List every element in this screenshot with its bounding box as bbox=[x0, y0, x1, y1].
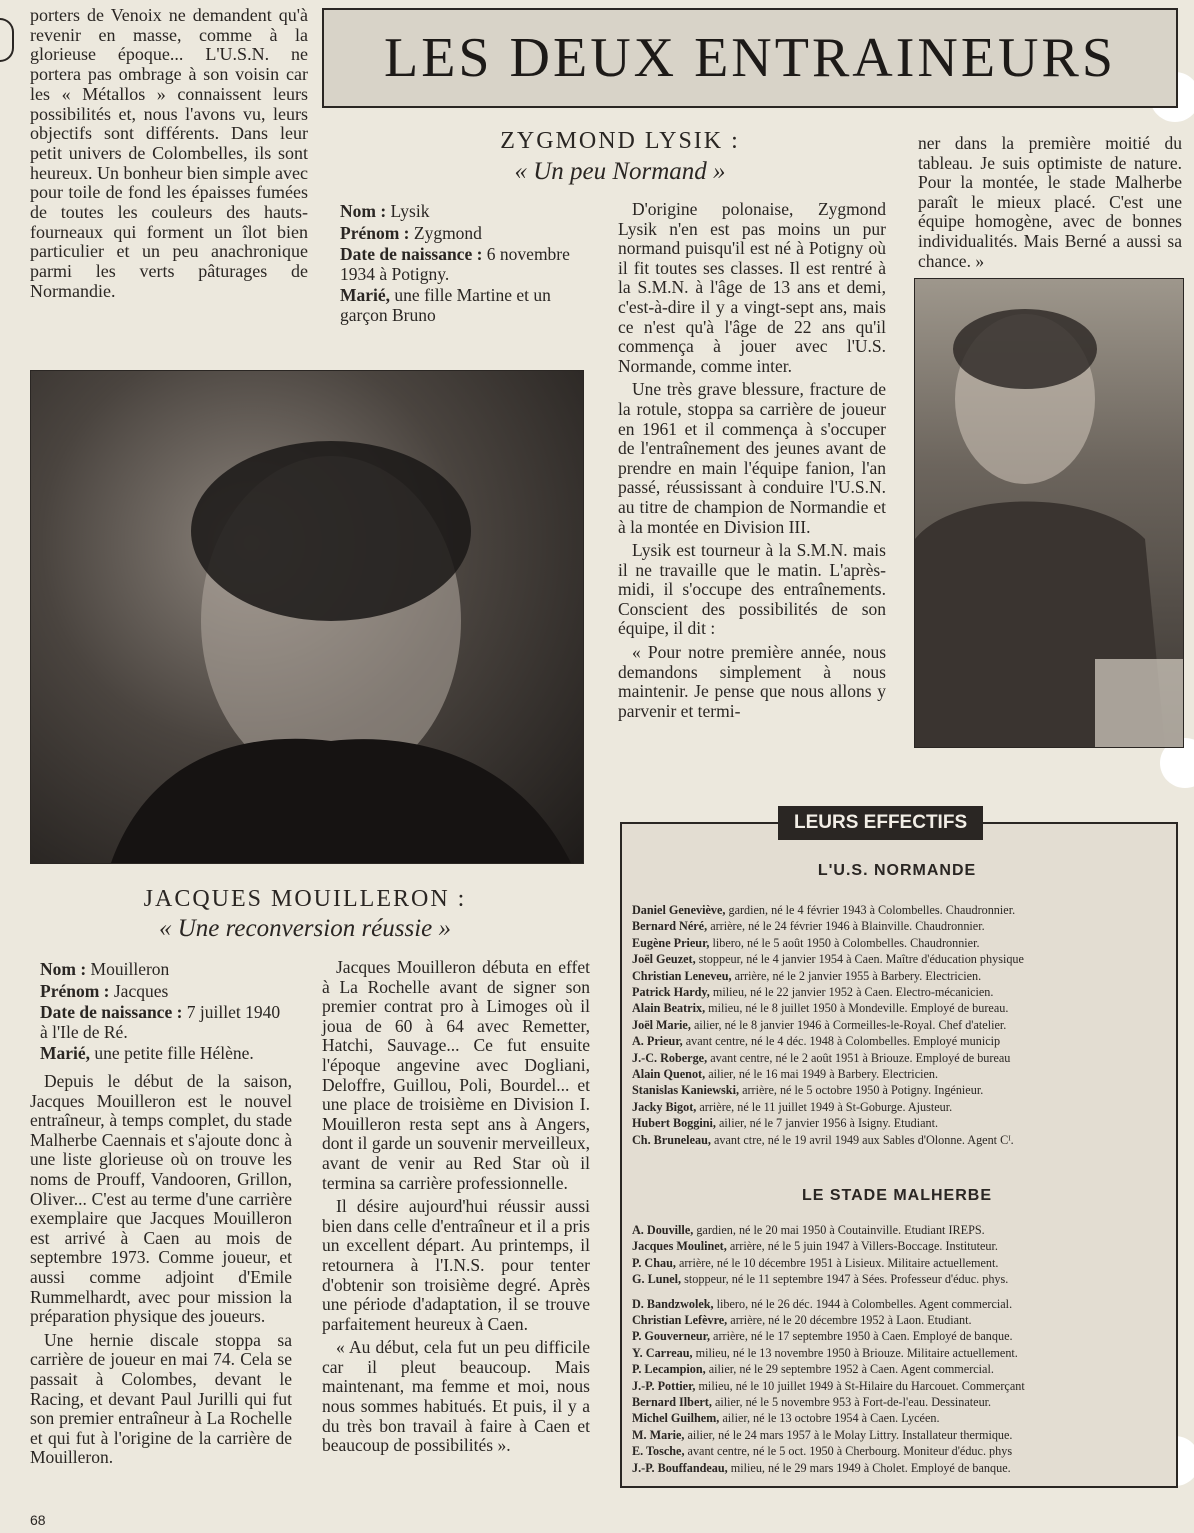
roster-entry bbox=[632, 1312, 1156, 1328]
player-name: Hubert Boggini, bbox=[632, 1116, 716, 1131]
player-details: ailier, né le 29 septembre 1952 à Caen. Agent commercial. bbox=[705, 1362, 994, 1377]
player-name: Alain Quenot, bbox=[632, 1067, 706, 1082]
lysik-subtitle: « Un peu Normand » bbox=[514, 158, 726, 185]
lysik-prenom: Zygmond bbox=[413, 222, 482, 243]
player-details: milieu, né le 8 juillet 1950 à Mondeville. Employé de bureau. bbox=[705, 1001, 1009, 1016]
effectifs-tab: LEURS EFFECTIFS bbox=[778, 806, 983, 840]
player-details: avant centre, né le 4 déc. 1948 à Colombelles. Employé municip bbox=[682, 1034, 1001, 1049]
mouilleron-column-2 bbox=[322, 958, 590, 1460]
player-name: G. Lunel, bbox=[632, 1272, 682, 1287]
roster-entry bbox=[632, 1238, 1156, 1254]
player-name: P. Lecampion, bbox=[632, 1362, 706, 1377]
player-name: E. Tosche, bbox=[632, 1444, 685, 1459]
mouilleron-name-title: JACQUES MOUILLERON : bbox=[143, 886, 467, 912]
player-name: A. Prieur, bbox=[632, 1034, 683, 1049]
player-name: M. Marie, bbox=[632, 1427, 685, 1442]
roster-entry bbox=[632, 1050, 1156, 1066]
roster-entry bbox=[632, 1271, 1156, 1287]
headline-box bbox=[322, 8, 1178, 108]
player-name: A. Douville, bbox=[632, 1223, 694, 1237]
marie-label: Marié, bbox=[40, 1043, 91, 1064]
lysik-paragraph: Lysik est tourneur à la S.M.N. mais il ne travaille que le matin. L'après-midi, il s'occupe des entraînements. Conscient des possibilités de son équipe, il dit : bbox=[618, 540, 886, 639]
roster-entry bbox=[632, 1427, 1156, 1443]
player-details: ailier, né le 16 mai 1949 à Barbery. Electricien. bbox=[705, 1067, 939, 1082]
player-name: Ch. Bruneleau, bbox=[632, 1132, 711, 1147]
roster-entry bbox=[632, 968, 1156, 984]
lysik-paragraph: « Pour notre première année, nous demandons simplement à nous maintenir. Je pense que nous allons y parvenir et termi- bbox=[618, 642, 886, 721]
mouilleron-paragraph: Jacques Mouilleron débuta en effet à La Rochelle avant de signer son premier contrat pro à Limoges où il joua de 60 à 64 avec Remetter, Hatchi, Sauvage... Ce fut ensuite l'époque angevine avec Dogliani, Deloffre, Guillou, Poli, Bourdel... et une place de troisième en Division I. Mouilleron resta sept ans à Angers, dont il garde un souvenir merveilleux, avant de venir au Red Star où il termina sa carrière professionnelle. bbox=[322, 957, 590, 1193]
lysik-name-title: ZYGMOND LYSIK : bbox=[500, 128, 740, 154]
mouilleron-heading bbox=[40, 886, 570, 943]
player-details: ailier, né le 8 janvier 1946 à Cormeilles-le-Royal. Chef d'atelier. bbox=[690, 1017, 1007, 1032]
player-details: arrière, né le 20 décembre 1952 à Laon. Etudiant. bbox=[727, 1313, 972, 1328]
mouilleron-naissance: 7 juillet 1940 à l'Ile de Ré. bbox=[40, 1002, 281, 1042]
player-name: Daniel Geneviève, bbox=[632, 903, 726, 917]
player-name: J.-P. Bouffandeau, bbox=[632, 1460, 728, 1475]
player-details: milieu, né le 13 novembre 1950 à Briouze. Militaire actuellement. bbox=[692, 1345, 1018, 1360]
player-name: J.-P. Pottier, bbox=[632, 1378, 696, 1393]
roster-entry bbox=[632, 1066, 1156, 1082]
player-name: Jacky Bigot, bbox=[632, 1099, 697, 1114]
lysik-continuation-column bbox=[918, 134, 1182, 275]
naissance-label: Date de naissance : bbox=[340, 244, 483, 265]
mouilleron-column-1 bbox=[30, 1072, 292, 1472]
roster-entry bbox=[632, 1033, 1156, 1049]
player-details: arrière, né le 5 octobre 1950 à Potigny. Ingénieur. bbox=[739, 1083, 984, 1098]
mouilleron-portrait-graphic bbox=[31, 371, 583, 863]
margin-tab-marker bbox=[0, 18, 14, 62]
roster-entry bbox=[632, 918, 1156, 934]
roster-entry bbox=[632, 1460, 1156, 1476]
player-name: Michel Guilhem, bbox=[632, 1411, 720, 1426]
player-name: Eugène Prieur, bbox=[632, 935, 710, 950]
lysik-continuation: ner dans la première moitié du tableau. Je suis optimiste de nature. Pour la montée, le stade Malherbe paraît le mieux placé. C'est une équipe homogène, avec de bonnes individualités. Mais Berné a aussi sa chance. » bbox=[918, 133, 1182, 271]
prenom-label: Prénom : bbox=[40, 980, 110, 1001]
player-name: Jacques Moulinet, bbox=[632, 1239, 727, 1254]
roster-entry bbox=[632, 1394, 1156, 1410]
player-details: arrière, né le 5 juin 1947 à Villers-Boccage. Instituteur. bbox=[726, 1239, 998, 1254]
player-name: Patrick Hardy, bbox=[632, 985, 710, 1000]
roster-entry bbox=[632, 935, 1156, 951]
player-details: ailier, né le 24 mars 1957 à le Molay Littry. Installateur thermique. bbox=[684, 1427, 1013, 1442]
usn-title: L'U.S. NORMANDE bbox=[817, 862, 977, 879]
player-details: arrière, né le 17 septembre 1950 à Caen. Employé de banque. bbox=[710, 1329, 1013, 1344]
player-details: arrière, né le 24 février 1946 à Blainville. Chaudronnier. bbox=[707, 919, 985, 934]
roster-entry bbox=[632, 1328, 1156, 1344]
lysik-paragraph: D'origine polonaise, Zygmond Lysik n'en est pas moins un pur normand puisqu'il est né à Potigny où il fit toutes ses classes. Il est rentré à la S.M.N. à l'âge de 13 ans et demi, c'est-à-dire il y a vingt-sept ans, mais ce n'est qu'à l'âge de 22 ans qu'il commença à jouer avec l'U.S. Normande, comme inter. bbox=[618, 199, 886, 376]
intro-paragraph: porters de Venoix ne demandent qu'à revenir en masse, comme à la glorieuse époque... L'U.S.N. ne portera pas ombrage à son voisin car les « Métallos » connaissent leurs possibilités et, nous l'avons vu, leurs objectifs sont différents. Dans leur petit univers de Colombelles, ils sont heureux. Un bonheur bien simple avec pour toile de fond les épaisses fumées de toutes les couleurs des hauts-fourneaux qui forment un îlot bien particulier et un peu anachronique parmi les verts pâturages de Normandie. bbox=[30, 5, 308, 301]
player-name: Stanislas Kaniewski, bbox=[632, 1083, 740, 1098]
roster-entry bbox=[632, 1361, 1156, 1377]
lysik-id-block bbox=[322, 202, 592, 328]
player-details: stoppeur, né le 4 janvier 1954 à Caen. Maître d'éducation physique bbox=[695, 952, 1024, 967]
player-details: ailier, né le 7 janvier 1956 à Isigny. Etudiant. bbox=[715, 1116, 939, 1131]
lysik-portrait-graphic bbox=[915, 279, 1183, 747]
roster-entry bbox=[632, 1099, 1156, 1115]
smc-title: LE STADE MALHERBE bbox=[801, 1187, 993, 1204]
roster-entry bbox=[632, 1132, 1156, 1148]
mouilleron-photo bbox=[30, 370, 584, 864]
mouilleron-nom: Mouilleron bbox=[90, 959, 170, 979]
mouilleron-paragraph: Une hernie discale stoppa sa carrière de joueur en mai 74. Cela se passait à Colombes, devant le Racing, et devant Paul Jurilli qui fut son premier entraîneur à La Rochelle et qui fut à l'origine de la carrière de Mouilleron. bbox=[30, 1329, 292, 1468]
player-name: Bernard Néré, bbox=[632, 919, 708, 934]
roster-entry bbox=[632, 1296, 1156, 1312]
roster-entry bbox=[632, 1443, 1156, 1459]
player-name: Joël Marie, bbox=[632, 1017, 691, 1032]
player-details: arrière, né le 10 décembre 1951 à Lisieux. Militaire actuellement. bbox=[675, 1255, 999, 1270]
naissance-label: Date de naissance : bbox=[40, 1002, 183, 1023]
player-details: ailier, né le 5 novembre 953 à Fort-de-l'eau. Dessinateur. bbox=[711, 1395, 992, 1410]
usn-roster bbox=[632, 902, 1156, 1148]
mouilleron-prenom: Jacques bbox=[113, 980, 169, 1001]
player-name: Christian Lefèvre, bbox=[632, 1313, 728, 1328]
roster-entry bbox=[632, 1017, 1156, 1033]
roster-entry bbox=[632, 1345, 1156, 1361]
page-number: 68 bbox=[30, 1512, 46, 1528]
lysik-marie: une fille Martine et un garçon Bruno bbox=[340, 285, 551, 325]
roster-entry bbox=[632, 1000, 1156, 1016]
player-name: D. Bandzwolek, bbox=[632, 1296, 714, 1311]
player-details: stoppeur, né le 11 septembre 1947 à Sées. Professeur d'éduc. phys. bbox=[681, 1272, 1009, 1287]
mouilleron-paragraph: « Au début, cela fut un peu difficile car il pleut beaucoup. Mais maintenant, ma femme et moi, nous nous sommes habitués. Et puis, il y a du très bon travail à faire à Caen et beaucoup de possibilités ». bbox=[322, 1337, 590, 1456]
lysik-nom: Lysik bbox=[390, 201, 430, 221]
mouilleron-paragraph: Il désire aujourd'hui réussir aussi bien dans celle d'entraîneur et il a pris un excellent départ. Au printemps, il retournera à l'I.N.S. pour tenter d'obtenir son troisième degré. Après une période d'adaptation, il se trouve parfaitement heureux à Caen. bbox=[322, 1196, 590, 1334]
mouilleron-paragraph: Depuis le début de la saison, Jacques Mouilleron est le nouvel entraîneur, à temps complet, du stade Malherbe Caennais et s'ajoute donc à une liste glorieuse où on trouve les noms de Prouff, Vandooren, Grillon, Oliver... C'est au terme d'une carrière exemplaire que Jacques Mouilleron est arrivé à Caen au mois de septembre 1973. Comme joueur, et aussi comme adjoint d'Emile Rummelhardt, avec pour mission la préparation physique des joueurs. bbox=[30, 1071, 292, 1327]
player-name: J.-C. Roberge, bbox=[632, 1050, 708, 1065]
player-details: arrière, né le 2 janvier 1955 à Barbery. Electricien. bbox=[731, 968, 982, 983]
nom-label: Nom : bbox=[40, 959, 87, 979]
roster-entry bbox=[632, 951, 1156, 967]
roster-gap bbox=[632, 1288, 1156, 1296]
lysik-naissance: 6 novembre 1934 à Potigny. bbox=[340, 244, 570, 284]
player-name: P. Chau, bbox=[632, 1255, 676, 1270]
player-details: milieu, né le 10 juillet 1949 à St-Hilaire du Harcouet. Commerçant bbox=[695, 1378, 1025, 1393]
lysik-body-column bbox=[618, 200, 886, 725]
player-details: gardien, né le 20 mai 1950 à Coutainville. Etudiant IREPS. bbox=[693, 1223, 985, 1237]
marie-label: Marié, bbox=[340, 285, 391, 306]
prenom-label: Prénom : bbox=[340, 222, 410, 243]
lysik-heading bbox=[340, 128, 900, 186]
roster-entry bbox=[632, 1378, 1156, 1394]
player-details: avant centre, né le 2 août 1951 à Briouze. Employé de bureau bbox=[707, 1050, 1011, 1065]
player-details: libero, né le 5 août 1950 à Colombelles. Chaudronnier. bbox=[709, 935, 980, 950]
smc-roster bbox=[632, 1222, 1156, 1476]
player-name: P. Gouverneur, bbox=[632, 1329, 710, 1344]
player-name: Christian Leneveu, bbox=[632, 968, 732, 983]
player-name: Y. Carreau, bbox=[632, 1345, 693, 1360]
mouilleron-id-block bbox=[30, 960, 292, 1066]
mouilleron-subtitle: « Une reconversion réussie » bbox=[158, 915, 452, 942]
roster-entry bbox=[632, 1255, 1156, 1271]
player-details: ailier, né le 13 octobre 1954 à Caen. Lycéen. bbox=[719, 1411, 940, 1426]
page-headline: LES DEUX ENTRAINEURS bbox=[384, 27, 1116, 89]
roster-entry bbox=[632, 1082, 1156, 1098]
roster-entry bbox=[632, 902, 1156, 918]
lysik-photo bbox=[914, 278, 1184, 748]
player-name: Alain Beatrix, bbox=[632, 1001, 706, 1016]
roster-entry bbox=[632, 984, 1156, 1000]
player-details: avant centre, né le 5 oct. 1950 à Cherbourg. Moniteur d'éduc. phys bbox=[684, 1444, 1013, 1459]
player-name: Bernard Ilbert, bbox=[632, 1395, 712, 1410]
mouilleron-marie: une petite fille Hélène. bbox=[94, 1043, 254, 1064]
lysik-paragraph: Une très grave blessure, fracture de la rotule, stoppa sa carrière de joueur en 1961 et il commença à s'occuper de l'entraînement des jeunes avant de prendre en main l'équipe fanion, l'an passé, réussissant à conduire l'U.S.N. au titre de champion de Normandie et à la montée en Division III. bbox=[618, 379, 886, 537]
nom-label: Nom : bbox=[340, 201, 387, 221]
player-details: libero, né le 26 déc. 1944 à Colombelles. Agent commercial. bbox=[713, 1296, 1013, 1311]
roster-entry bbox=[632, 1115, 1156, 1131]
intro-column bbox=[30, 6, 308, 306]
player-details: gardien, né le 4 février 1943 à Colombelles. Chaudronnier. bbox=[725, 903, 1016, 917]
player-details: avant ctre, né le 19 avril 1949 aux Sables d'Olonne. Agent Cᴵ. bbox=[710, 1132, 1014, 1147]
roster-entry bbox=[632, 1222, 1156, 1238]
player-details: arrière, né le 11 juillet 1949 à St-Goburge. Ajusteur. bbox=[696, 1099, 953, 1114]
player-details: milieu, né le 22 janvier 1952 à Caen. Electro-mécanicien. bbox=[709, 985, 994, 1000]
player-name: Joël Geuzet, bbox=[632, 952, 696, 967]
player-details: milieu, né le 29 mars 1949 à Cholet. Employé de banque. bbox=[727, 1460, 1011, 1475]
roster-entry bbox=[632, 1410, 1156, 1426]
